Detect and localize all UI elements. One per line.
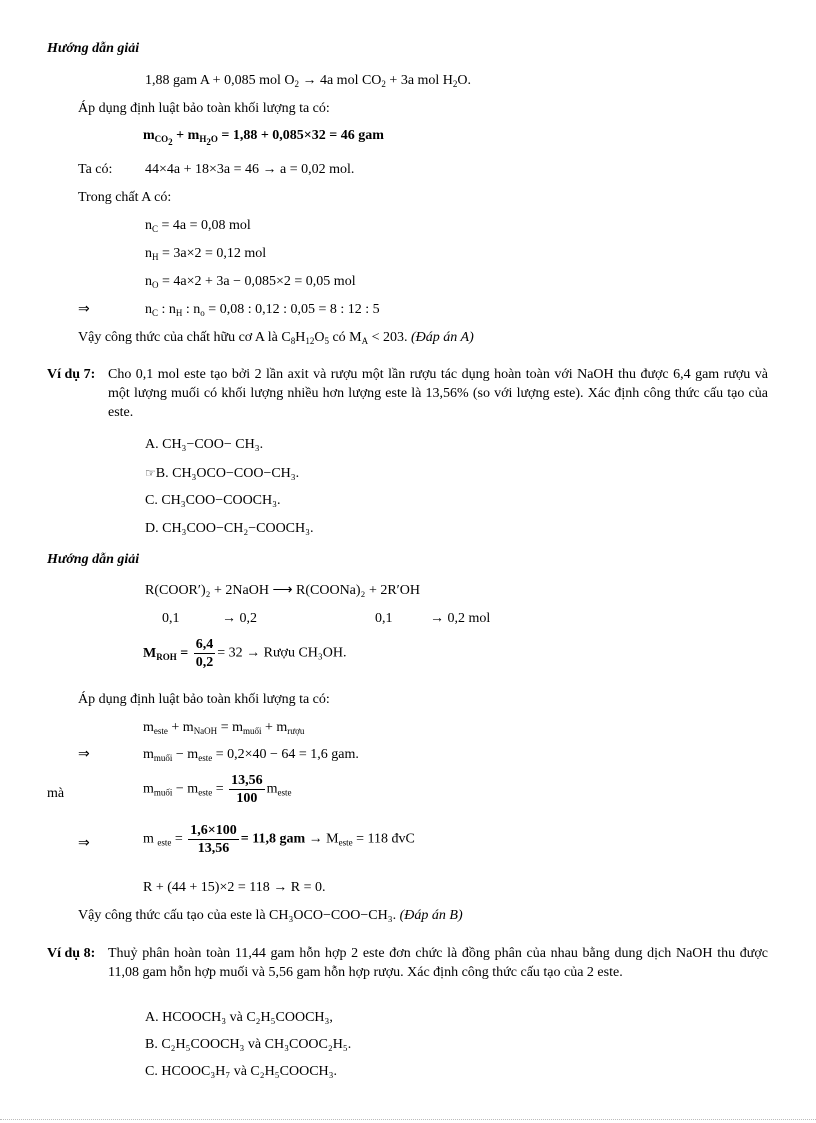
example-7-question: Cho 0,1 mol este tạo bởi 2 lần axit và rượu một lần rượu tác dụng hoàn toàn với NaOH thu được 6,4 gam rượu và một lượng muối có khối lượng nhiều hơn lượng este là 13,56% (so với lượng este). Xác định công thức cấu tạo của este.: [108, 367, 768, 420]
n-oxygen-line: $n_O = 4a\times 2 + 3a - 0,085\times 2 = 0,05$ mol: [145, 274, 356, 290]
saponification-reaction: R(COOR′)₂ + 2NaOH ⟶ R(COONa)₂ + 2R′OH: [145, 583, 420, 598]
mol-value-3: 0,1: [375, 611, 393, 626]
fraction-13-56-over-100: $\frac{13,56}{100}$: [231, 773, 263, 806]
ma-label: mà: [47, 786, 65, 801]
r-group-equation: R + (44 + 15)×2 = 118 → R = 0.: [143, 880, 326, 895]
mass-conservation-equation: $m_{CO_2} + m_{H_2O} = 1,88 + 0,085\times 32 = 46$ gam: [143, 128, 384, 147]
implies-arrow-3: ⇒: [78, 836, 90, 851]
percent-relation: $m_{muối} - m_{este}$ = $\frac{13,56}{100}$ $m_{este}$: [143, 773, 292, 806]
apply-law-text-2: Áp dụng định luật bảo toàn khối lượng ta có:: [78, 692, 330, 707]
apply-law-text-1: Áp dụng định luật bảo toàn khối lượng ta có:: [78, 101, 330, 116]
solution-heading-1: Hướng dẫn giải: [47, 41, 140, 56]
conclusion-2: Vậy công thức cấu tạo của este là CH₃OCO−COO−CH₃. (Đáp án B): [78, 908, 463, 923]
implies-arrow-2: ⇒: [78, 747, 90, 762]
taco-equation: 44×4a + 18×3a = 46 → a = 0,02 mol.: [145, 162, 355, 177]
option-a: A. CH₃−COO− CH₃.: [145, 437, 264, 452]
example-8-question: Thuỷ phân hoàn toàn 11,44 gam hỗn hợp 2 este đơn chức là đồng phân của nhau bằng dung dịch NaOH thu được 11,08 gam hỗn hợp muối và 5,56 gam hỗn hợp rượu. Xác định công thức cấu tạo của 2 este.: [108, 946, 768, 980]
equation-combustion: 1,88 gam A + 0,085 mol $O_2 \to 4a$ mol $CO_2 + 3a$ mol $H_2O$.: [145, 73, 472, 89]
option-d: D. CH₃COO−CH₂−COOCH₃.: [145, 521, 314, 536]
mole-ratio-line: $n_C$ : $n_H$ : $n_o = 0,08$ : 0,12 : 0,05 = 8 : 12 : 5: [145, 302, 380, 318]
solution-heading-2: Hướng dẫn giải: [47, 552, 140, 567]
mol-value-2: → 0,2: [222, 611, 257, 626]
option-b: B. CH₃OCO−COO−CH₃.: [155, 466, 300, 481]
option-c: C. CH₃COO−COOCH₃.: [145, 493, 281, 508]
mol-value-4: → 0,2 mol: [430, 611, 491, 626]
conclusion-1: Vậy công thức của chất hữu cơ A là $C_8H_{12}O_5$ có $M_A < 203$. (Đáp án A): [78, 330, 474, 346]
answer-a: (Đáp án A): [411, 330, 474, 345]
trong-chat-text: Trong chất A có:: [78, 190, 172, 205]
pointer-hand-icon: ☞: [145, 466, 156, 480]
fraction-1-6x100-over-13-56: $\frac{1,6\times 100}{13,56}$: [190, 823, 237, 856]
answer-b: (Đáp án B): [399, 908, 463, 923]
n-carbon-line: $n_C = 4a = 0,08$ mol: [145, 218, 251, 234]
ex8-option-a: A. HCOOCH₃ và C₂H₅COOCH₃,: [145, 1010, 333, 1025]
example-7-label: Ví dụ 7:: [47, 367, 96, 382]
mass-difference-line: $m_{muối} - m_{este} = 0,2\times 40 - 64 = 1,6$ gam.: [143, 747, 359, 763]
n-hydrogen-line: $n_H = 3a\times 2 = 0,12$ mol: [145, 246, 267, 262]
fraction-6-4-over-0-2: $\frac{6,4}{0,2}$: [195, 637, 214, 670]
taco-label: Ta có:: [78, 162, 113, 177]
ex8-option-b: B. C₂H₅COOCH₃ và CH₃COOC₂H₅.: [145, 1037, 352, 1052]
mass-balance-ester: $m_{este} + m_{NaOH} = m_{muối} + m_{rượu}$: [143, 720, 305, 736]
example-8-label: Ví dụ 8:: [47, 946, 96, 961]
ex8-option-c: C. HCOOC₃H₇ và C₂H₅COOCH₃.: [145, 1064, 338, 1079]
implies-arrow-1: ⇒: [78, 302, 90, 317]
mol-value-1: 0,1: [162, 611, 180, 626]
option-b-row: [145, 464, 299, 483]
page-bottom-border: [0, 1119, 816, 1120]
alcohol-molar-mass: $M_{ROH}$ = $\frac{6,4}{0,2}$ = 32 → Rượu CH₃OH.: [143, 637, 347, 670]
ester-mass-line: m $_{este}$ = $\frac{1,6\times 100}{13,56}$ = 11,8 gam → $M_{este} = 118$ đvC: [143, 823, 415, 856]
